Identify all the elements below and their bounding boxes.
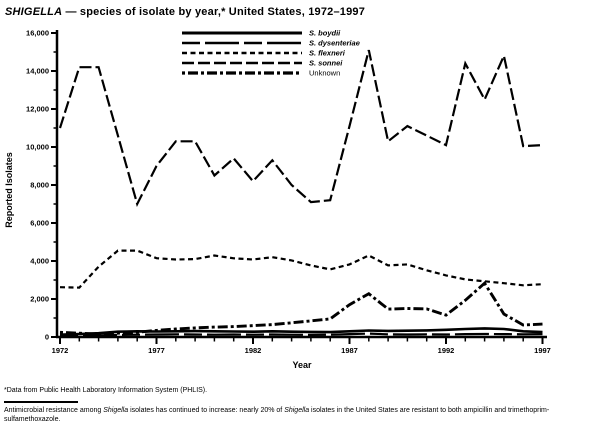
y-tick-label: 2,000 [30, 294, 49, 304]
y-tick-label: 6,000 [30, 218, 49, 228]
shigella-line-chart [0, 22, 608, 384]
text-part: — species of isolate by year,* United States, 1972–1997 [62, 6, 366, 18]
y-tick-label: 0 [44, 332, 49, 342]
y-tick-label: 10,000 [26, 142, 49, 152]
x-axis-label: Year [292, 360, 312, 370]
text-part: isolates has continued to increase: nearly 20% of [128, 407, 285, 414]
italic-text-part: SHIGELLA [5, 6, 63, 18]
chart-title [5, 6, 365, 18]
footnote-data-source: *Data from Public Health Laboratory Information System (PHLIS). [4, 387, 208, 394]
y-tick-label: 4,000 [30, 256, 49, 266]
y-tick-label: 14,000 [26, 66, 49, 76]
y-tick-label: 16,000 [26, 28, 49, 38]
x-tick-label: 1982 [244, 346, 262, 355]
series-line-s-flexneri [60, 251, 543, 288]
legend-label: S. sonnei [309, 58, 343, 68]
x-tick-label: 1977 [148, 346, 165, 355]
series-line-unknown [60, 283, 543, 334]
legend-label: S. dysenteriae [309, 38, 360, 48]
x-tick-label: 1997 [534, 346, 551, 355]
text-part: Antimicrobial resistance among [4, 407, 104, 414]
legend-label: S. flexneri [309, 48, 345, 58]
italic-text-part: Shigella [103, 407, 129, 414]
x-tick-label: 1992 [437, 346, 455, 355]
x-tick-label: 1987 [341, 346, 358, 355]
x-tick-label: 1972 [51, 346, 69, 355]
italic-text-part: Shigella [284, 407, 310, 414]
legend-label: S. boydii [309, 28, 341, 38]
y-tick-label: 12,000 [26, 104, 49, 114]
text-part: isolates in the United States are resistant to both ampicillin and trimethoprim-sulfamethoxazole. [4, 407, 550, 423]
y-axis-label: Reported Isolates [4, 152, 14, 228]
y-tick-label: 8,000 [30, 180, 49, 190]
series-line-s-sonnei [60, 50, 543, 204]
footnote-divider [4, 401, 78, 403]
legend-label: Unknown [309, 68, 341, 78]
footnote-resistance [4, 406, 604, 424]
